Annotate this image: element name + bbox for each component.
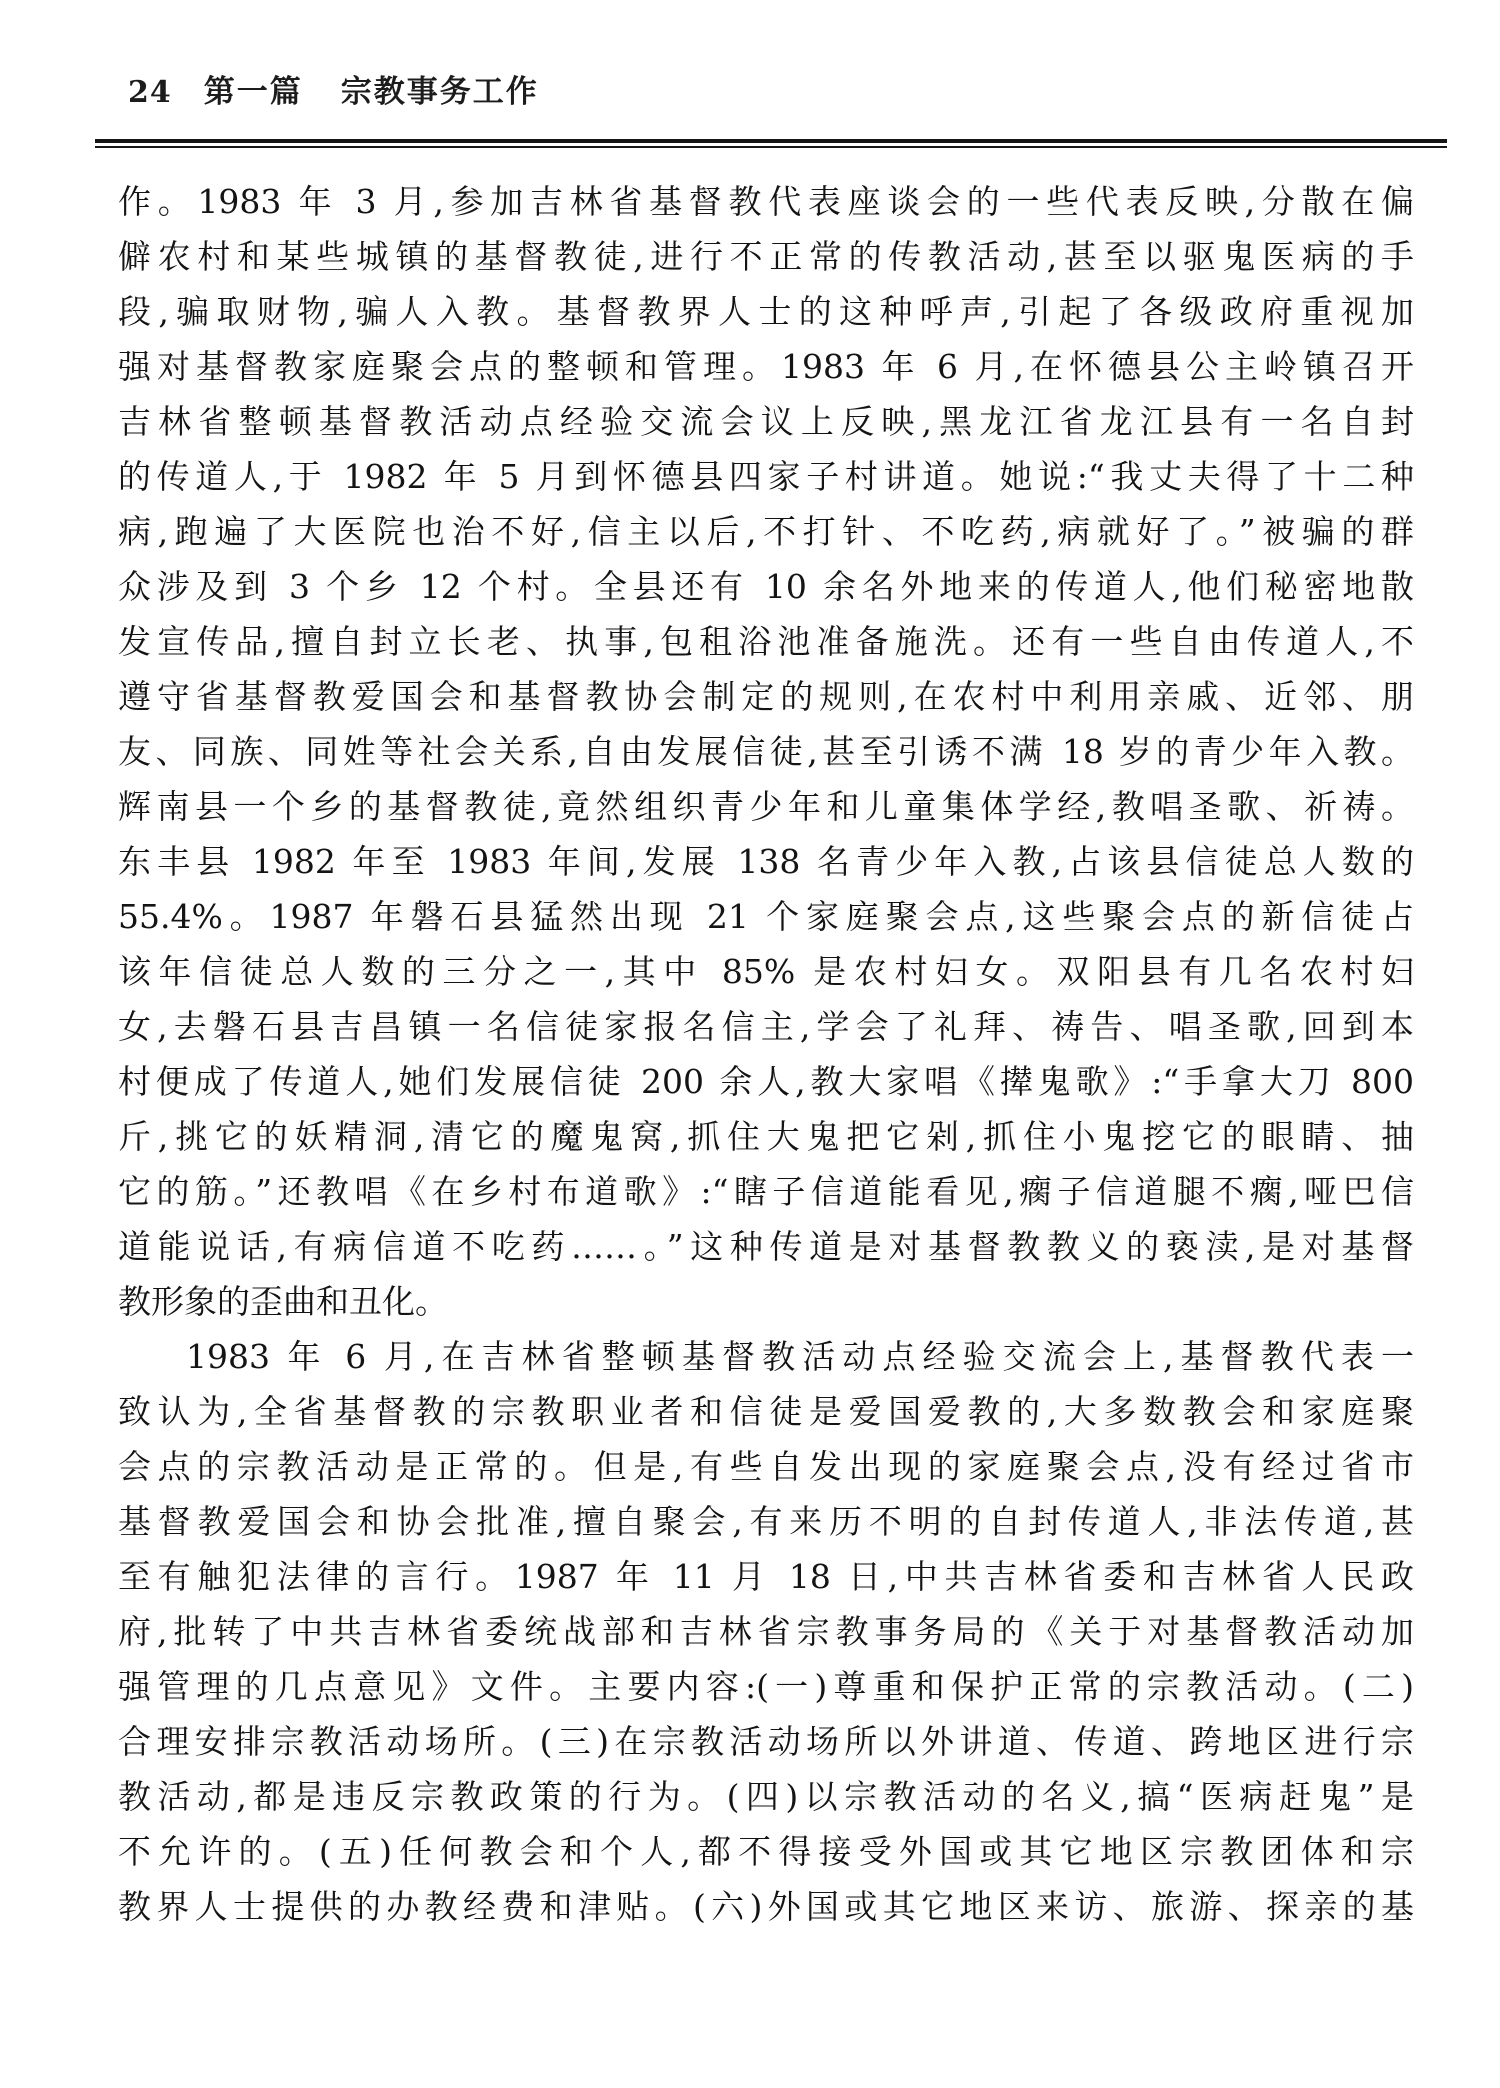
text-line: 女,去磐石县吉昌镇一名信徒家报名信主,学会了礼拜、祷告、唱圣歌,回到本 (118, 1007, 1414, 1046)
text-line: 辉南县一个乡的基督教徒,竟然组织青少年和儿童集体学经,教唱圣歌、祈祷。 (118, 787, 1414, 826)
text-line: 强对基督教家庭聚会点的整顿和管理。1983 年 6 月,在怀德县公主岭镇召开 (118, 347, 1414, 386)
text-line: 致认为,全省基督教的宗教职业者和信徒是爱国爱教的,大多数教会和家庭聚 (118, 1392, 1414, 1431)
text-line: 作。1983 年 3 月,参加吉林省基督教代表座谈会的一些代表反映,分散在偏 (118, 182, 1414, 221)
text-line: 遵守省基督教爱国会和基督教协会制定的规则,在农村中利用亲戚、近邻、朋 (118, 677, 1414, 716)
text-line: 众涉及到 3 个乡 12 个村。全县还有 10 余名外地来的传道人,他们秘密地散 (118, 567, 1414, 606)
text-line: 它的筋。”还教唱《在乡村布道歌》:“瞎子信道能看见,瘸子信道腿不瘸,哑巴信 (118, 1172, 1414, 1211)
text-line: 吉林省整顿基督教活动点经验交流会议上反映,黑龙江省龙江县有一名自封 (118, 402, 1414, 441)
text-line: 僻农村和某些城镇的基督教徒,进行不正常的传教活动,甚至以驱鬼医病的手 (118, 237, 1414, 276)
text-line: 发宣传品,擅自封立长老、执事,包租浴池准备施洗。还有一些自由传道人,不 (118, 622, 1414, 661)
text-line: 道能说话,有病信道不吃药……。”这种传道是对基督教教义的亵渎,是对基督 (118, 1227, 1414, 1266)
chapter-title: 宗教事务工作 (340, 74, 539, 110)
text-line: 1983 年 6 月,在吉林省整顿基督教活动点经验交流会上,基督教代表一 (186, 1337, 1414, 1376)
text-line: 教活动,都是违反宗教政策的行为。(四)以宗教活动的名义,搞“医病赶鬼”是 (118, 1777, 1414, 1816)
text-line: 合理安排宗教活动场所。(三)在宗教活动场所以外讲道、传道、跨地区进行宗 (118, 1722, 1414, 1761)
page-header (128, 66, 539, 111)
text-line: 会点的宗教活动是正常的。但是,有些自发出现的家庭聚会点,没有经过省市 (118, 1447, 1414, 1486)
text-line: 村便成了传道人,她们发展信徒 200 余人,教大家唱《撵鬼歌》:“手拿大刀 800 (118, 1062, 1414, 1101)
text-line: 友、同族、同姓等社会关系,自由发展信徒,甚至引诱不满 18 岁的青少年入教。 (118, 732, 1414, 771)
page-number: 24 (128, 75, 172, 110)
header-rule-top (95, 139, 1447, 143)
text-line: 教界人士提供的办教经费和津贴。(六)外国或其它地区来访、旅游、探亲的基 (118, 1887, 1414, 1926)
header-rule-bottom (95, 146, 1447, 148)
text-line: 该年信徒总人数的三分之一,其中 85% 是农村妇女。双阳县有几名农村妇 (118, 952, 1414, 991)
header-rule (95, 139, 1447, 148)
text-line: 府,批转了中共吉林省委统战部和吉林省宗教事务局的《关于对基督教活动加 (118, 1612, 1414, 1651)
text-line: 的传道人,于 1982 年 5 月到怀德县四家子村讲道。她说:“我丈夫得了十二种 (118, 457, 1414, 496)
text-line: 教形象的歪曲和丑化。 (118, 1282, 448, 1321)
text-line: 病,跑遍了大医院也治不好,信主以后,不打针、不吃药,病就好了。”被骗的群 (118, 512, 1414, 551)
text-line: 基督教爱国会和协会批准,擅自聚会,有来历不明的自封传道人,非法传道,甚 (118, 1502, 1414, 1541)
text-line: 段,骗取财物,骗人入教。基督教界人士的这种呼声,引起了各级政府重视加 (118, 292, 1414, 331)
body-text (118, 174, 1414, 1934)
text-line: 东丰县 1982 年至 1983 年间,发展 138 名青少年入教,占该县信徒总人数的 (118, 842, 1414, 881)
text-line: 斤,挑它的妖精洞,清它的魔鬼窝,抓住大鬼把它剁,抓住小鬼挖它的眼睛、抽 (118, 1117, 1414, 1156)
text-line: 55.4%。1987 年磐石县猛然出现 21 个家庭聚会点,这些聚会点的新信徒占 (118, 897, 1414, 936)
text-line: 不允许的。(五)任何教会和个人,都不得接受外国或其它地区宗教团体和宗 (118, 1832, 1414, 1871)
section-label: 第一篇 (203, 74, 303, 110)
text-line: 至有触犯法律的言行。1987 年 11 月 18 日,中共吉林省委和吉林省人民政 (118, 1557, 1414, 1596)
text-line: 强管理的几点意见》文件。主要内容:(一)尊重和保护正常的宗教活动。(二) (118, 1667, 1414, 1706)
